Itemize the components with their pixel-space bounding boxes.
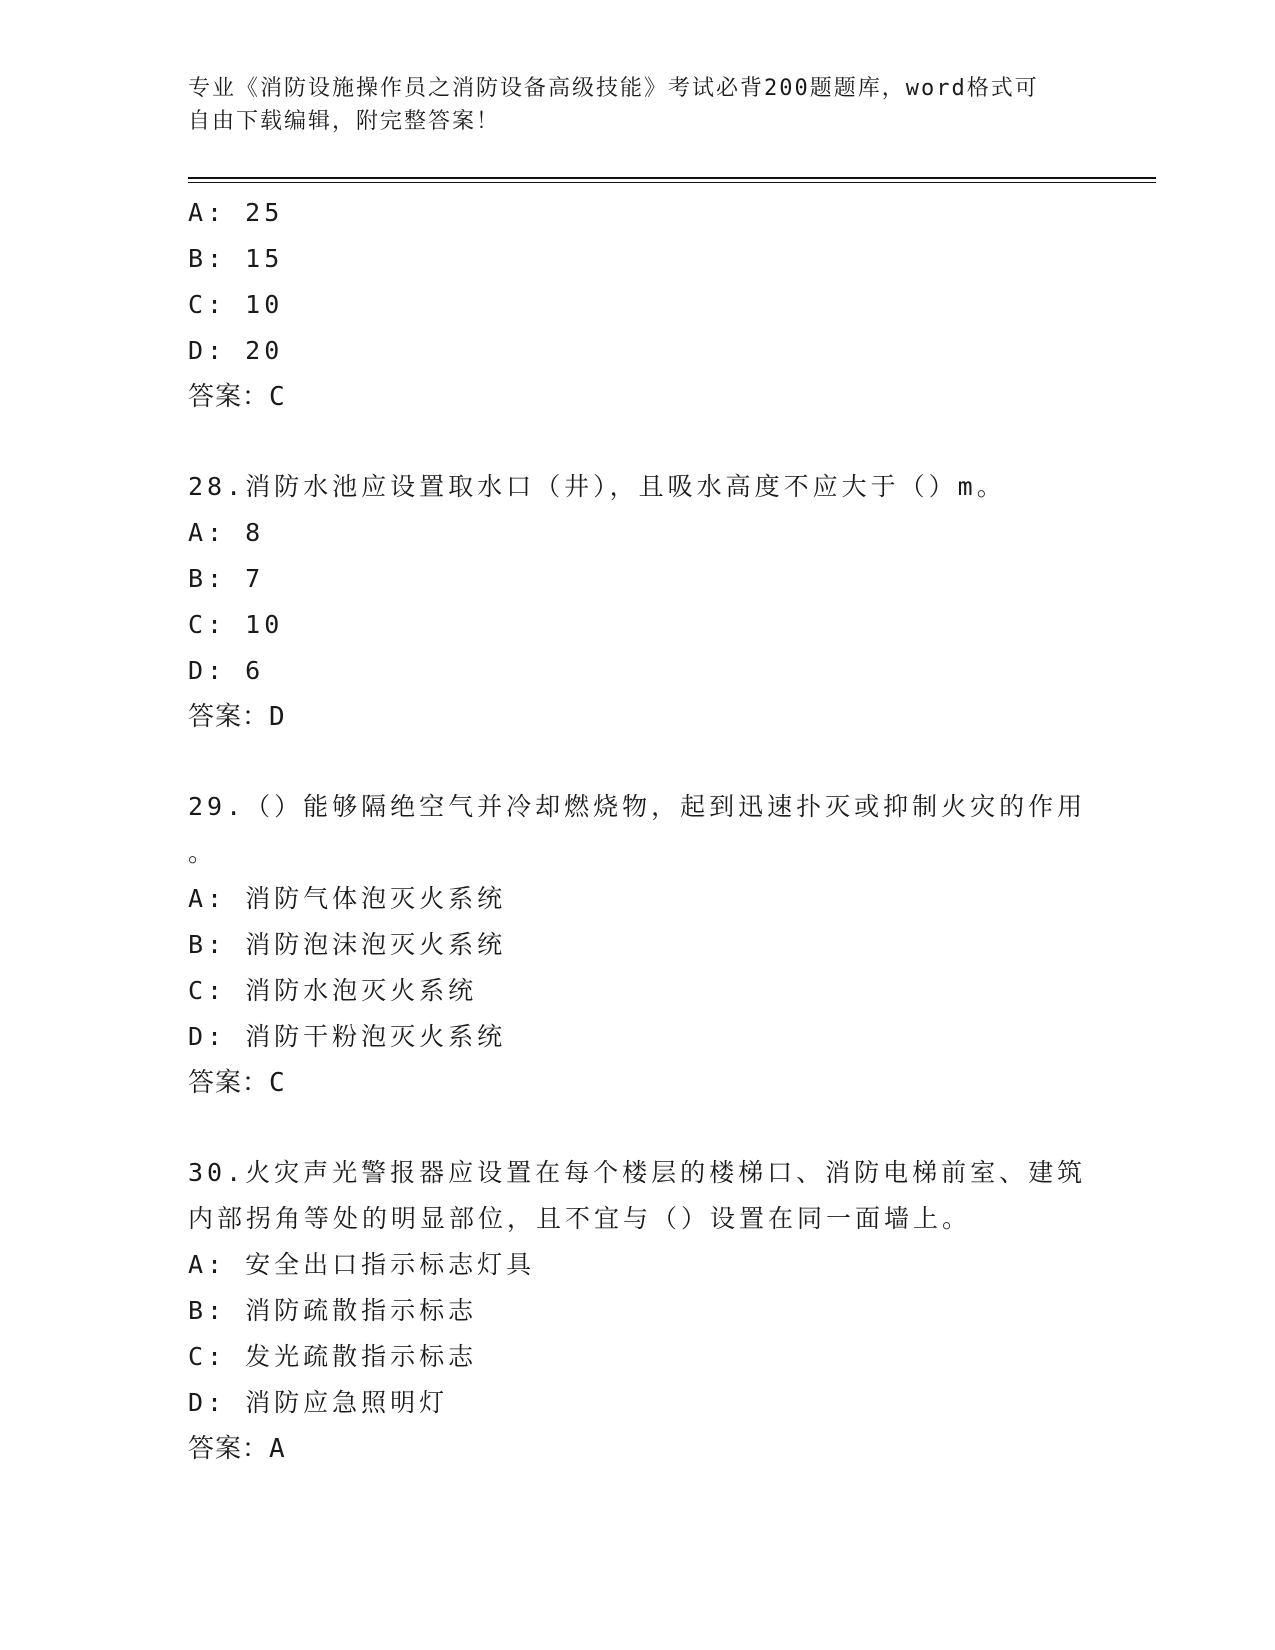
option-d: D: 消防干粉泡灭火系统: [188, 1022, 507, 1051]
question-29: [188, 784, 1088, 1106]
header-rule-thin: [188, 182, 1156, 183]
question-27: [188, 190, 1088, 420]
question-stem-line-1: 29.（）能够隔绝空气并冷却燃烧物，起到迅速扑灭或抑制火灾的作用: [188, 792, 1087, 821]
option-c: C: 消防水泡灭火系统: [188, 976, 478, 1005]
option-b: B: 15: [188, 244, 284, 273]
option-c: C: 10: [188, 290, 284, 319]
question-stem: 28.消防水池应设置取水口（井），且吸水高度不应大于（）m。: [188, 472, 1006, 501]
header-rule-thick: [188, 177, 1156, 179]
header-line-2: 自由下载编辑，附完整答案！: [188, 109, 501, 134]
option-b: B: 消防泡沫泡灭火系统: [188, 930, 507, 959]
option-d: D: 消防应急照明灯: [188, 1388, 449, 1417]
document-header: [188, 72, 1068, 138]
question-stem-line-1: 30.火灾声光警报器应设置在每个楼层的楼梯口、消防电梯前室、建筑: [188, 1158, 1087, 1187]
question-list: [188, 190, 1088, 1472]
question-stem-line-2: 内部拐角等处的明显部位，且不宜与（）设置在同一面墙上。: [188, 1204, 972, 1233]
header-line-1: 专业《消防设施操作员之消防设备高级技能》考试必背200题题库，word格式可: [188, 76, 1039, 101]
option-a: A: 25: [188, 198, 284, 227]
option-c: C: 10: [188, 610, 284, 639]
question-28: [188, 464, 1088, 740]
option-c: C: 发光疏散指示标志: [188, 1342, 478, 1371]
option-d: D: 20: [188, 336, 284, 365]
option-a: A: 8: [188, 518, 265, 547]
option-d: D: 6: [188, 656, 265, 685]
answer-line: 答案：A: [188, 1434, 286, 1464]
answer-line: 答案：D: [188, 702, 286, 732]
answer-line: 答案：C: [188, 382, 286, 412]
question-stem-line-2: 。: [188, 838, 218, 867]
option-b: B: 消防疏散指示标志: [188, 1296, 478, 1325]
option-a: A: 消防气体泡灭火系统: [188, 884, 507, 913]
option-a: A: 安全出口指示标志灯具: [188, 1250, 536, 1279]
question-30: [188, 1150, 1088, 1472]
answer-line: 答案：C: [188, 1068, 286, 1098]
option-b: B: 7: [188, 564, 265, 593]
